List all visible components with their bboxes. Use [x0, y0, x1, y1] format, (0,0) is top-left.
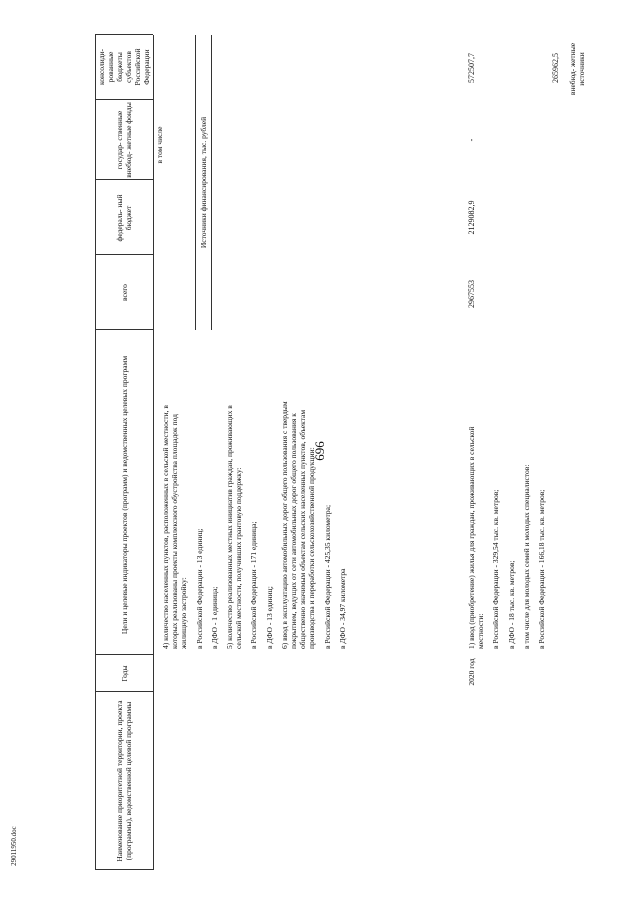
row-2020-federal: 2129082,9	[467, 200, 476, 235]
indicator-text: в Российской Федерации - 166,18 тыс. кв. метров;	[537, 489, 547, 649]
header-total: всего	[119, 284, 129, 301]
header-funding: Источники финансирования, тыс. рублей	[198, 116, 208, 249]
row-2020-state-funds: -	[467, 138, 476, 142]
col-rule-7	[95, 99, 153, 100]
row-2020-total: 2967553	[467, 280, 476, 308]
footer-code: 29011950.doc	[10, 826, 18, 866]
offbudget-column	[551, 35, 600, 870]
indicator-text: 6) ввод в эксплуатацию автомобильных дорог общего пользования с твердым покрытием, ведущих от сети автомобильных дорог общего пользования к общественно значимым объектам сельских населенных пунктов, объектам производства и переработки сельскохозяйственной продукции:	[279, 401, 317, 649]
header-regional: консолиди- рованные бюджеты субъектов Российской Федерации	[97, 48, 151, 86]
header-state-funds: государ- ственные внебюд- жетные фонды	[115, 102, 133, 178]
header-years: Годы	[119, 665, 129, 682]
header-program-name: Наименование приоритетной территории, проекта (программы), ведомственной целевой программы	[115, 700, 133, 862]
funding-table	[95, 35, 600, 870]
indicators-top	[161, 399, 353, 649]
header-offbudget-label: внебюд- жетные источники	[568, 42, 586, 96]
indicator-text: в Российской Федерации - 329,54 тыс. кв. метров;	[491, 489, 501, 649]
indicators-2020	[467, 399, 552, 649]
indicator-text: в Российской Федерации - 171 единица;	[249, 521, 259, 649]
header-goals: Цели и целевые индикаторы проектов (программ) и ведомственных целевых программ	[119, 355, 129, 635]
indicator-text: 1) ввод (приобретение) жилья для граждан, проживающих в сельской местности:	[467, 426, 486, 649]
page-number: 696	[312, 441, 327, 461]
row-2020-regional: 572507,7	[467, 53, 476, 83]
header-federal: федераль- ный бюджет	[115, 194, 133, 242]
indicator-text: в ДФО - 13 единиц;	[264, 586, 274, 649]
indicator-text: в ДФО - 1 единица;	[209, 586, 219, 649]
table-top-rule	[95, 35, 96, 870]
col-rule-8	[95, 34, 153, 35]
indicator-text: 4) количество населенных пунктов, расположенных в сельской местности, в которых реализованы проекты комплексного обустройства площадок под жилищную застройку:	[161, 405, 189, 649]
col-rule-6	[95, 179, 153, 180]
including-rule	[211, 35, 212, 330]
rotated-page	[95, 35, 600, 870]
indicator-text: в ДФО - 18 тыс. кв. метров;	[506, 560, 516, 649]
col-rule-1	[95, 869, 153, 870]
row-2020-year: 2020 год	[467, 658, 476, 686]
row-2020-offbudget: 265962,5	[551, 53, 560, 83]
indicator-text: в Российской Федерации - 13 единиц;	[194, 528, 204, 649]
indicator-text: в Российской Федерации - 425,35 километра;	[322, 504, 332, 649]
indicator-text: в том числе для молодых семей и молодых специалистов:	[521, 464, 531, 649]
header-including: в том числе	[154, 126, 164, 164]
indicator-text: в ДФО - 34,97 километра	[337, 568, 347, 649]
indicator-text: 5) количество реализованных местных инициатив граждан, проживающих в сельской местности, получивших грантовую поддержку:	[225, 405, 244, 649]
